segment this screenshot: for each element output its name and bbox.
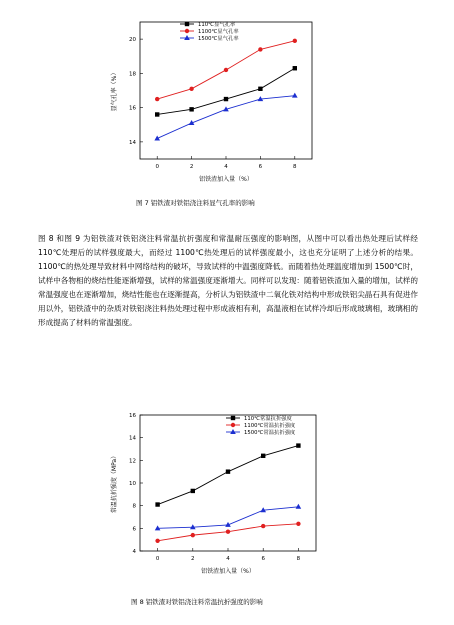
x-tick-label: 6 — [258, 164, 263, 170]
data-point — [191, 533, 195, 537]
legend-marker — [185, 22, 189, 26]
y-tick-label: 16 — [129, 105, 136, 112]
data-point — [226, 469, 230, 473]
data-point — [258, 87, 262, 91]
data-point — [296, 522, 300, 526]
flexural-strength-chart — [0, 395, 454, 595]
data-point — [191, 489, 195, 493]
series-line — [158, 446, 299, 505]
x-tick-label: 8 — [296, 556, 301, 562]
data-point — [296, 443, 300, 447]
x-tick-label: 2 — [189, 164, 194, 170]
y-tick-label: 12 — [129, 458, 136, 465]
legend-label: 1500℃常温抗折强度 — [244, 430, 296, 436]
data-point — [155, 97, 159, 101]
x-axis-label: 铝铁渣加入量（%） — [201, 568, 255, 575]
y-tick-label: 18 — [129, 71, 136, 78]
data-point — [226, 530, 230, 534]
legend-label: 1100℃常温抗折强度 — [244, 423, 296, 429]
legend-marker — [231, 416, 235, 420]
data-point — [258, 47, 262, 51]
legend-label: 1500℃显气孔率 — [198, 36, 239, 42]
data-point — [296, 504, 302, 509]
data-point — [261, 454, 265, 458]
data-point — [155, 539, 159, 543]
x-tick-label: 8 — [293, 164, 297, 170]
y-tick-label: 4 — [132, 549, 136, 555]
y-tick-label: 6 — [132, 526, 136, 533]
y-tick-label: 10 — [129, 481, 136, 487]
y-tick-label: 20 — [129, 37, 136, 44]
legend-label: 110℃常温抗折强度 — [244, 416, 292, 422]
y-axis-label: 显气孔率（%） — [111, 69, 118, 112]
x-tick-label: 6 — [261, 556, 265, 562]
figure-8-caption: 图 8 铝铁渣对铁铝浇注料常温抗折强度的影响 — [131, 598, 263, 606]
data-point — [293, 39, 297, 43]
data-point — [224, 97, 228, 101]
legend-label: 1100℃显气孔率 — [198, 29, 239, 35]
series-line — [157, 96, 295, 139]
data-point — [293, 66, 297, 70]
y-tick-label: 14 — [129, 139, 136, 146]
data-point — [261, 524, 265, 528]
data-point — [189, 87, 193, 91]
legend-marker — [184, 35, 190, 40]
legend-label: 110℃显气孔率 — [198, 22, 236, 28]
x-tick-label: 4 — [224, 164, 228, 170]
data-point — [224, 68, 228, 72]
legend-marker — [185, 29, 189, 33]
x-tick-label: 2 — [191, 556, 195, 562]
body-paragraph — [38, 232, 418, 330]
data-point — [155, 502, 159, 506]
x-axis-label: 铝铁渣加入量（%） — [199, 176, 253, 183]
x-tick-label: 4 — [226, 556, 230, 562]
porosity-chart — [0, 0, 454, 200]
legend-marker — [231, 423, 235, 427]
legend-marker — [230, 429, 236, 434]
figure-7-caption: 图 7 铝铁渣对铁铝浇注料显气孔率的影响 — [136, 199, 255, 207]
x-tick-label: 0 — [155, 164, 159, 170]
data-point — [189, 107, 193, 111]
x-tick-label: 0 — [155, 556, 160, 562]
y-tick-label: 14 — [129, 435, 136, 442]
y-tick-label: 8 — [132, 503, 136, 510]
paragraph-text: 图 8 和图 9 为铝铁渣对铁铝浇注料常温抗折强度和常温耐压强度的影响图，从图中可以看出热处理后试样经 110℃处理后的试样强度最大，而经过 1100℃热处理后的试样强度最小，这也充分证明了上述分析的结果。1100℃的热处理导致材料中网络结构的破坏，导致试样的中温强度降低。而随着热处理温度增加到 1500℃时，试样中各物相的烧结性能逐渐增强，试样的常温强度逐渐增大。同样可以发现：随着铝铁渣加入量的增加，试样的常温强度也在逐渐增加，烧结性能也在逐渐提高，分析认为铝铁渣中二氧化铁对结构中形成铁铝尖晶石具有促进作用以外，铝铁渣中的杂质对铁铝浇注料热处理过程中形成液相有利，高温液相在试样冷却后形成玻璃相，玻璃相的形成提高了材料的常温强度。 — [38, 234, 418, 327]
y-axis-label: 常温抗折强度（MPa） — [111, 452, 118, 514]
data-point — [292, 93, 298, 98]
y-tick-label: 16 — [129, 413, 136, 419]
data-point — [155, 112, 159, 116]
